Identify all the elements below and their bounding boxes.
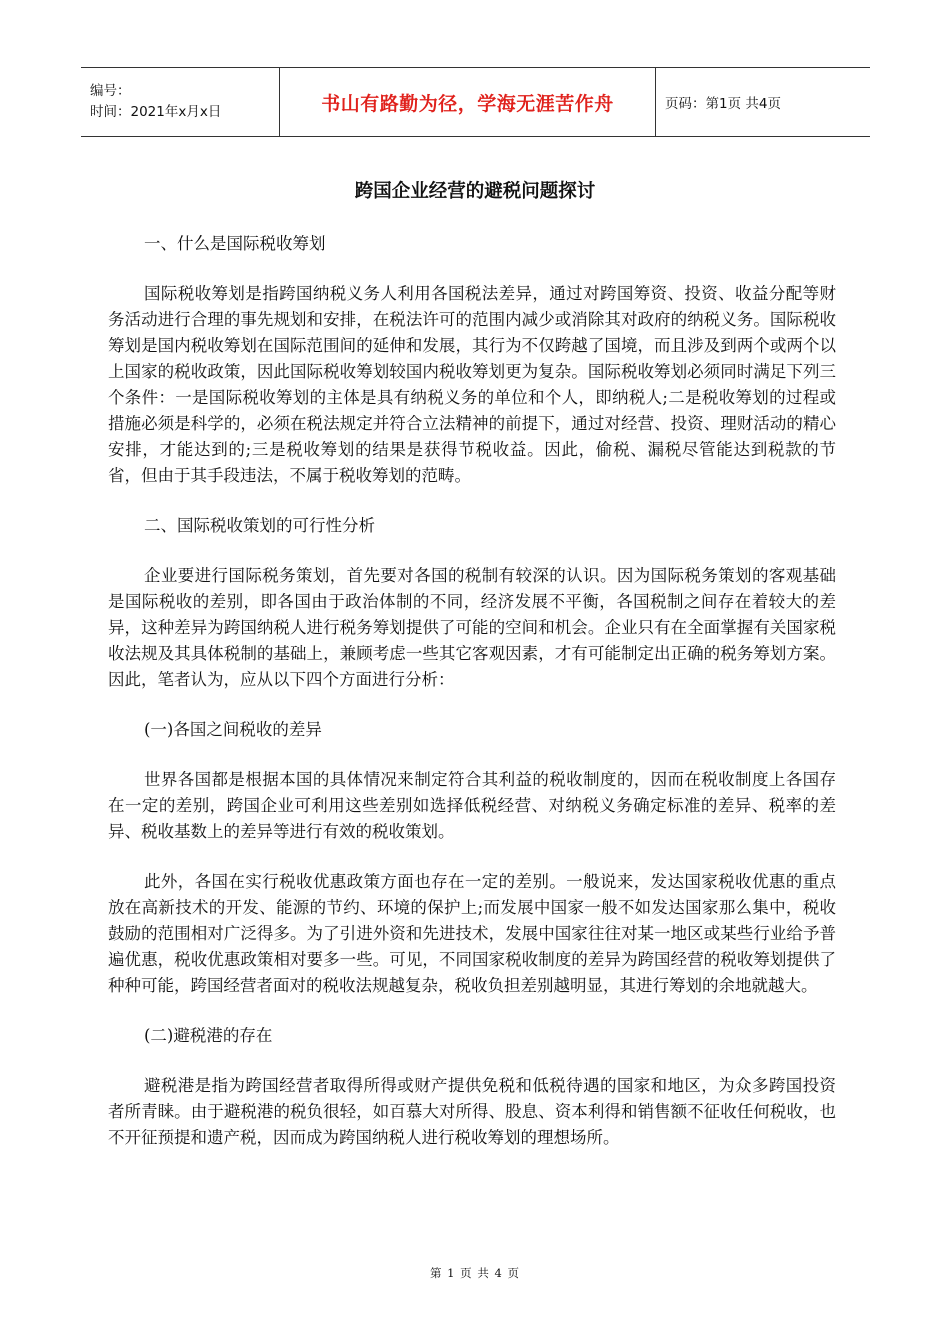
section-heading: (一)各国之间税收的差异: [144, 720, 322, 739]
paragraph: 企业要进行国际税务策划，首先要对各国的税制有较深的认识。因为国际税务策划的客观基础是国际税收的差别，即各国由于政治体制的不同，经济发展不平衡，各国税制之间存在着较大的差异，这种差异为跨国纳税人进行税务筹划提供了可能的空间和机会。企业只有在全面掌握有关国家税收法规及其具体税制的基础上，兼顾考虑一些其它客观因素，才有可能制定出正确的税务筹划方案。因此，笔者认为，应从以下四个方面进行分析：: [108, 566, 836, 689]
paragraph: 避税港是指为跨国经营者取得所得或财产提供免税和低税待遇的国家和地区，为众多跨国投资者所青睐。由于避税港的税负很轻，如百慕大对所得、股息、资本利得和销售额不征收任何税收，也不开征预提和遗产税，因而成为跨国纳税人进行税收筹划的理想场所。: [108, 1076, 836, 1147]
paragraph: 国际税收筹划是指跨国纳税义务人利用各国税法差异，通过对跨国筹资、投资、收益分配等财务活动进行合理的事先规划和安排，在税法许可的范围内减少或消除其对政府的纳税义务。国际税收筹划是国内税收筹划在国际范围间的延伸和发展，其行为不仅跨越了国境，而且涉及到两个或两个以上国家的税收政策，因此国际税收筹划较国内税收筹划更为复杂。国际税收筹划必须同时满足下列三个条件：一是国际税收筹划的主体是具有纳税义务的单位和个人，即纳税人;二是税收筹划的过程或措施必须是科学的，必须在税法规定并符合立法精神的前提下，通过对经营、投资、理财活动的精心安排，才能达到的;三是税收筹划的结果是获得节税收益。因此，偷税、漏税尽管能达到税款的节省，但由于其手段违法，不属于税收筹划的范畴。: [108, 284, 836, 485]
time-label: 时间：2021年x月x日: [90, 104, 222, 120]
paragraph: 此外，各国在实行税收优惠政策方面也存在一定的差别。一般说来，发达国家税收优惠的重点放在高新技术的开发、能源的节约、环境的保护上;而发展中国家一般不如发达国家那么集中，税收鼓励的范围相对广泛得多。为了引进外资和先进技术，发展中国家往往对某一地区或某些行业给予普遍优惠，税收优惠政策相对要多一些。可见，不同国家税收制度的差异为跨国经营的税收筹划提供了种种可能，跨国经营者面对的税收法规越复杂，税收负担差别越明显，其进行筹划的余地就越大。: [108, 872, 836, 995]
header-page-cell: [656, 68, 870, 136]
section-heading: (二)避税港的存在: [144, 1026, 273, 1045]
page-info: 页码：第1页 共4页: [665, 96, 781, 112]
number-label: 编号：: [90, 83, 131, 99]
header-meta-cell: [81, 68, 280, 136]
page-footer: 第 1 页 共 4 页: [430, 1266, 520, 1280]
paragraph: 世界各国都是根据本国的具体情况来制定符合其利益的税收制度的，因而在税收制度上各国存在一定的差别，跨国企业可利用这些差别如选择低税经营、对纳税义务确定标准的差异、税率的差异、税收基数上的差异等进行有效的税收策划。: [108, 770, 836, 841]
document-title: 跨国企业经营的避税问题探讨: [354, 181, 596, 202]
motto: 书山有路勤为径，学海无涯苦作舟: [321, 92, 614, 115]
section-heading: 二、国际税收策划的可行性分析: [144, 516, 375, 535]
header-table: [81, 67, 870, 137]
section-heading: 一、什么是国际税收筹划: [144, 234, 326, 253]
header-motto-cell: [280, 68, 656, 136]
document-body: [108, 231, 836, 1175]
